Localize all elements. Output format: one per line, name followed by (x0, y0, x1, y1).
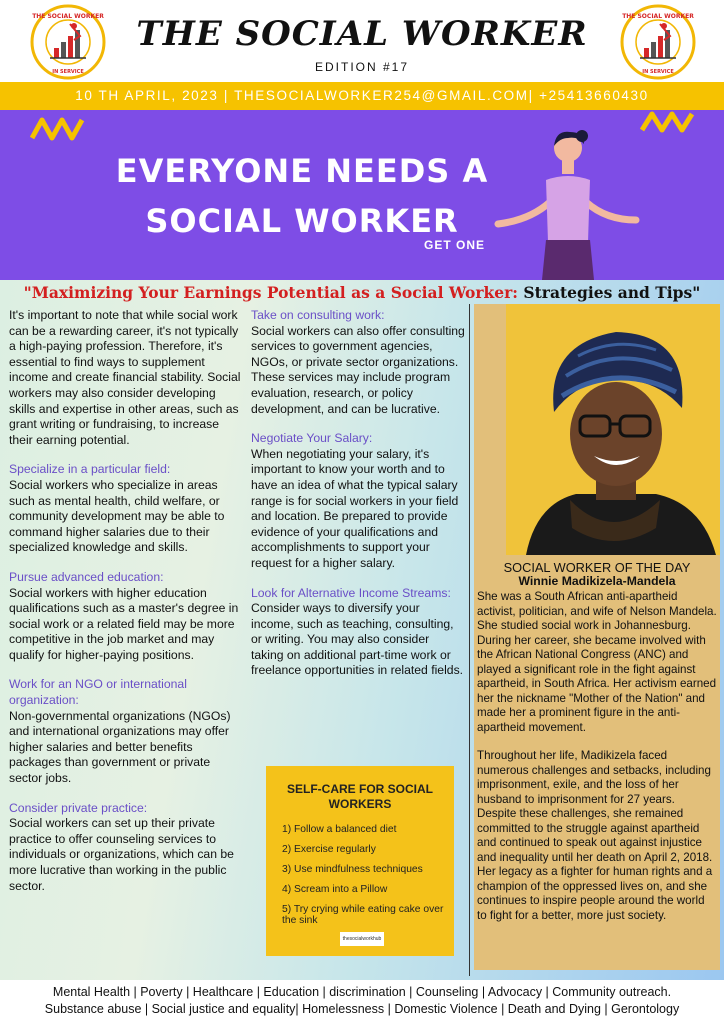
biography-paragraph: Throughout her life, Madikizela faced numerous challenges and setbacks, including imprisonment, exile, and the loss of her husband to imprisonment for 27 years. Despite these challenges, she remained committed to the struggle against apartheid and continued to speak out against injustice and inequality until her death on April 2, 2018. Her legacy as a fighter for human rights and a champion of the oppressed lives on, and she continues to inspire people around the world to fight for a better, more just society. (477, 749, 713, 922)
biography-paragraph: She was a South African anti-apartheid activist, politician, and wife of Nelson Mandela. She studied social work in Johannesburg. During her career, she became involved with the African National Congress (ANC) and played a significant role in the fight against apartheid, in South Africa. Her activism earned her the nickname "Mother of the Nation" and made her a prominent figure in the anti-apartheid movement. (477, 590, 717, 734)
section-body: Social workers can set up their private practice to offer counseling services to individuals or organizations, which can be more lucrative than working in the public sector. (9, 816, 234, 893)
section-body: Non-governmental organizations (NGOs) and international organizations may offer higher salaries and better benefits packages than government or private sector jobs. (9, 708, 231, 786)
masthead-header (0, 0, 724, 82)
section-body: Consider ways to diversify your income, such as teaching, consulting, or writing. You may also consider taking on additional part-time work or freelance opportunities in related fields. (251, 601, 464, 678)
column-divider (469, 304, 470, 976)
self-care-list (266, 824, 454, 926)
section-body: When negotiating your salary, it's important to know your worth and to have an idea of what the typical salary range is for social workers in your field and location. Be prepared to provide evidence of your qualifications and accomplishments to support your request for a higher salary. (251, 446, 459, 570)
section-heading: Work for an NGO or international organization: (9, 677, 187, 708)
list-item: 4) Scream into a Pillow (282, 884, 388, 895)
biography (477, 590, 717, 937)
section-heading: Specialize in a particular field: (9, 462, 171, 477)
svg-text:IN SERVICE: IN SERVICE (642, 69, 674, 75)
main-content (0, 280, 724, 980)
section-body: Social workers who specialize in areas such as mental health, child welfare, or community development may be able to command higher salaries due to their specialized knowledge and skills. (9, 477, 225, 555)
svg-text:THE SOCIAL WORKER: THE SOCIAL WORKER (32, 13, 104, 20)
banner-line-1: EVERYONE NEEDS A (115, 152, 489, 190)
article-intro: It's important to note that while social work can be a rewarding career, it's not typically a high-paying profession. Therefore, it's essential to find ways to supplement income and create financial stability. Social workers may also consider developing skills and expertise in other areas, such as grant writing or fundraising, to increase their earning potential. (9, 308, 241, 447)
section-heading: Negotiate Your Salary: (251, 431, 373, 446)
article-title (0, 283, 724, 302)
topic-tags-footer (0, 984, 724, 1024)
article-column-left (9, 308, 241, 908)
footer-line-1: Mental Health | Poverty | Healthcare | Education | discrimination | Counseling | Advocacy | Community outreach. (52, 985, 672, 999)
logo-icon (620, 4, 696, 80)
featured-name: Winnie Madikizela-Mandela (518, 574, 676, 588)
svg-text:IN SERVICE: IN SERVICE (52, 69, 84, 75)
section-heading: Consider private practice: (9, 800, 148, 815)
edition-number: EDITION #17 (314, 60, 410, 74)
section-body: Social workers with higher education qualifications such as a master's degree in social work or a related field may be more competitive in the job market and may qualify for higher-paying positions. (9, 585, 239, 662)
list-item: 2) Exercise regularly (282, 844, 376, 855)
portrait-photo (506, 304, 720, 555)
article-title-main: "Maximizing Your Earnings Potential as a Social Worker: (23, 283, 524, 302)
svg-text:THE SOCIAL WORKER: THE SOCIAL WORKER (622, 13, 694, 20)
article-title-tail: Strategies and Tips" (523, 283, 701, 302)
self-care-box (266, 766, 454, 956)
banner-line-2: SOCIAL WORKER (145, 202, 459, 240)
self-care-title: SELF-CARE FOR SOCIAL WORKERS (287, 782, 433, 811)
footer-line-2: Substance abuse | Social justice and equality| Homelessness | Domestic Violence | Death and Dying | Gerontology (44, 1002, 680, 1016)
zigzag-decoration-icon (30, 114, 90, 142)
section-heading: Pursue advanced education: (9, 569, 164, 584)
list-item: 3) Use mindfulness techniques (282, 864, 423, 875)
contact-info-bar: 10 TH APRIL, 2023 | THESOCIALWORKER254@GMAIL.COM| +25413660430 (0, 82, 724, 110)
section-body: Social workers can also offer consulting services to government agencies, NGOs, or private sector organizations. These services may include program evaluation, research, or policy development, and can be lucrative. (251, 323, 465, 416)
social-worker-of-the-day (474, 304, 720, 970)
list-item: 1) Follow a balanced diet (282, 824, 397, 835)
woman-illustration-icon (490, 124, 640, 280)
hero-banner (0, 110, 724, 280)
list-item: 5) Try crying while eating cake over the sink (282, 904, 444, 926)
section-label: SOCIAL WORKER OF THE DAY (503, 560, 691, 575)
banner-headline (92, 146, 512, 246)
page-title: THE SOCIAL WORKER (136, 14, 588, 54)
article-column-right (251, 308, 465, 693)
section-heading: Take on consulting work: (251, 308, 385, 322)
section-heading: Look for Alternative Income Streams: (251, 585, 451, 600)
self-care-logo: thesocialworkhub (340, 932, 384, 946)
zigzag-decoration-icon (640, 110, 700, 138)
banner-subtext: GET ONE (424, 238, 486, 252)
